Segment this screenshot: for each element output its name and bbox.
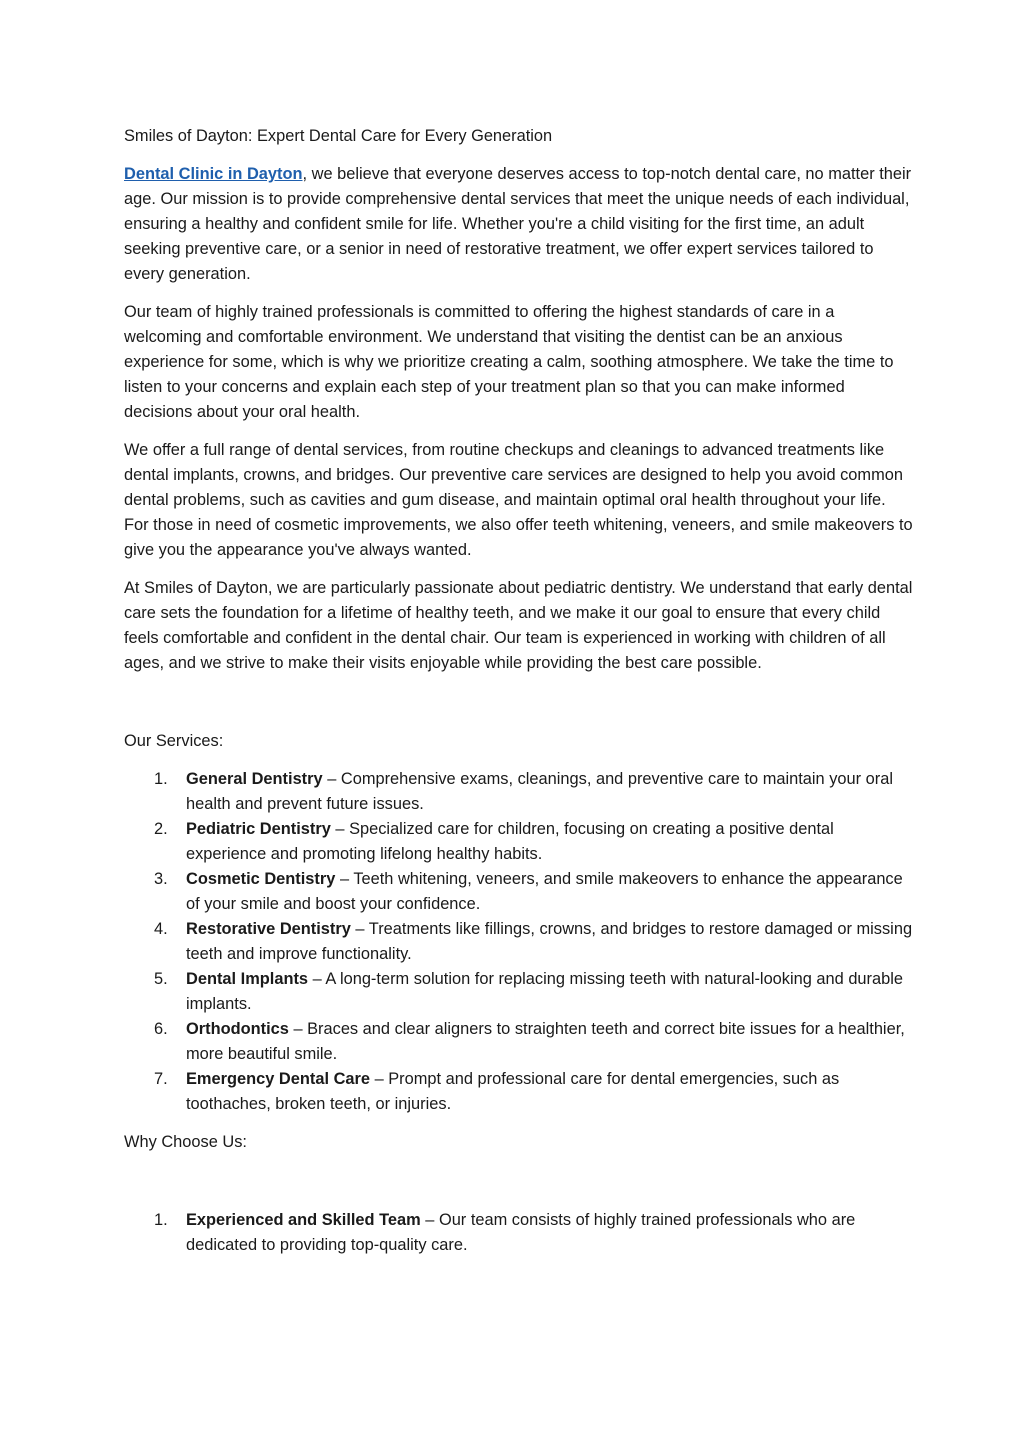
list-item	[124, 1208, 914, 1258]
spacer	[124, 1168, 914, 1208]
list-number: 4.	[154, 920, 168, 938]
list-number: 2.	[154, 820, 168, 838]
list-term: General Dentistry	[186, 770, 323, 788]
document-page	[124, 124, 914, 1271]
list-term: Cosmetic Dentistry	[186, 870, 336, 888]
list-item	[124, 867, 914, 917]
document-title: Smiles of Dayton: Expert Dental Care for Every Generation	[124, 127, 553, 145]
clinic-link[interactable]: Dental Clinic in Dayton	[124, 165, 303, 183]
list-desc: – A long-term solution for replacing missing teeth with natural-looking and durable implants.	[186, 970, 903, 1013]
paragraph-team: Our team of highly trained professionals is committed to offering the highest standards of care in a welcoming and comfortable environment. We understand that visiting the dentist can be an anxious experience for some, which is why we prioritize creating a calm, soothing atmosphere. We take the time to listen to your concerns and explain each step of your treatment plan so that you can make informed decisions about your oral health.	[124, 303, 894, 421]
spacer	[124, 689, 914, 729]
list-desc: – Specialized care for children, focusing on creating a positive dental experience and promoting lifelong healthy habits.	[186, 820, 834, 863]
intro-text: , we believe that everyone deserves access to top-notch dental care, no matter their age. Our mission is to provide comprehensive dental services that meet the unique needs of each individual, ensuring a healthy and confident smile for life. Whether you're a child visiting for the first time, an adult seeking preventive care, or a senior in need of restorative treatment, we offer expert services tailored to every generation.	[124, 165, 912, 283]
why-heading: Why Choose Us:	[124, 1133, 247, 1151]
list-item	[124, 967, 914, 1017]
list-term: Pediatric Dentistry	[186, 820, 331, 838]
list-number: 1.	[154, 1211, 168, 1229]
list-item	[124, 1017, 914, 1067]
paragraph-pediatric: At Smiles of Dayton, we are particularly passionate about pediatric dentistry. We understand that early dental care sets the foundation for a lifetime of healthy teeth, and we make it our goal to ensure that every child feels comfortable and confident in the dental chair. Our team is experienced in working with children of all ages, and we strive to make their visits enjoyable while providing the best care possible.	[124, 579, 913, 672]
list-number: 5.	[154, 970, 168, 988]
list-term: Restorative Dentistry	[186, 920, 351, 938]
why-list	[124, 1208, 914, 1258]
list-number: 6.	[154, 1020, 168, 1038]
list-term: Emergency Dental Care	[186, 1070, 371, 1088]
services-heading: Our Services:	[124, 732, 224, 750]
list-desc: – Comprehensive exams, cleanings, and preventive care to maintain your oral health and prevent future issues.	[186, 770, 893, 813]
list-term: Orthodontics	[186, 1020, 289, 1038]
list-term: Dental Implants	[186, 970, 309, 988]
intro-paragraph	[124, 162, 914, 287]
services-list	[124, 767, 914, 1117]
list-desc: – Prompt and professional care for dental emergencies, such as toothaches, broken teeth, or injuries.	[186, 1070, 840, 1113]
list-number: 3.	[154, 870, 168, 888]
list-desc: – Teeth whitening, veneers, and smile makeovers to enhance the appearance of your smile and boost your confidence.	[186, 870, 903, 913]
list-number: 1.	[154, 770, 168, 788]
list-item	[124, 1067, 914, 1117]
list-desc: – Braces and clear aligners to straighten teeth and correct bite issues for a healthier, more beautiful smile.	[186, 1020, 905, 1063]
list-item	[124, 917, 914, 967]
list-item	[124, 767, 914, 817]
list-term: Experienced and Skilled Team	[186, 1211, 421, 1229]
list-item	[124, 817, 914, 867]
list-number: 7.	[154, 1070, 168, 1088]
list-desc: – Treatments like fillings, crowns, and bridges to restore damaged or missing teeth and improve functionality.	[186, 920, 913, 963]
paragraph-services-overview: We offer a full range of dental services, from routine checkups and cleanings to advanced treatments like dental implants, crowns, and bridges. Our preventive care services are designed to help you avoid common dental problems, such as cavities and gum disease, and maintain optimal oral health throughout your life. For those in need of cosmetic improvements, we also offer teeth whitening, veneers, and smile makeovers to give you the appearance you've always wanted.	[124, 441, 913, 559]
list-desc: – Our team consists of highly trained professionals who are dedicated to providing top-quality care.	[186, 1211, 856, 1254]
